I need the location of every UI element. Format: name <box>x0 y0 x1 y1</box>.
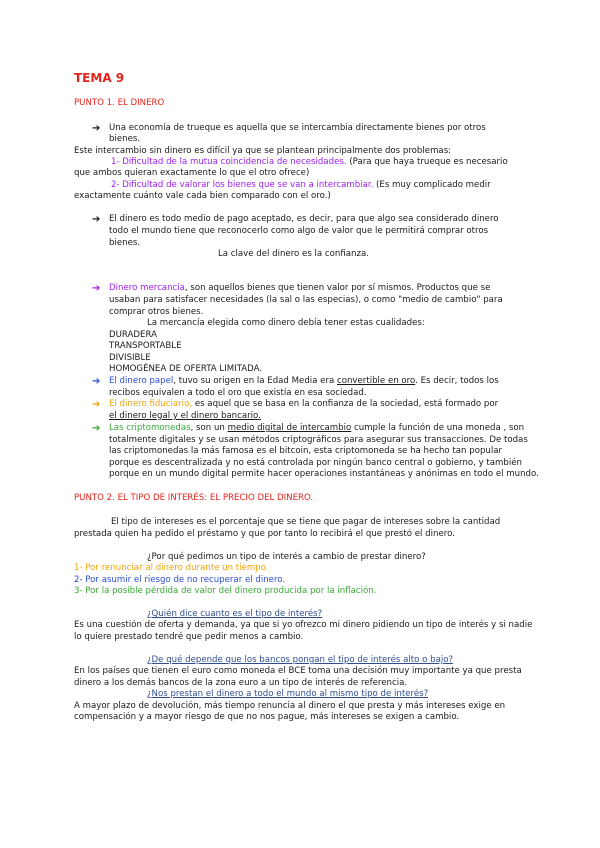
question-3: ¿De qué depende que los bancos pongan el tipo de interés alto o bajo? <box>147 655 454 665</box>
cripto-label: Las criptomonedas <box>109 423 191 433</box>
problem-1-line <box>111 157 508 169</box>
problem-1-label: 1- Dificultad de la mutua coincidencia de necesidades. <box>111 157 347 167</box>
section-heading-punto1: PUNTO 1. EL DINERO <box>74 98 165 108</box>
fiduciario-label: El dinero fiduciario, <box>109 399 193 409</box>
clave-text: La clave del dinero es la confianza. <box>218 249 369 259</box>
papel-mid: , tuvo su origen en la Edad Media era <box>173 376 335 386</box>
answer-2-line-2: lo quiere prestado tendré que pedir menos a cambio. <box>74 632 304 642</box>
reason-2: 2- Por asumir el riesgo de no recuperar el dinero. <box>74 575 286 585</box>
cripto-line-1 <box>109 423 524 435</box>
papel-line-2: recibos equivalen a todo el oro que existía en esa sociedad. <box>109 388 367 398</box>
arrow-icon: ➔ <box>92 123 101 134</box>
answer-4-line-2: compensación y a mayor riesgo de que no nos pague, más intereses se exigen a cambio. <box>74 712 460 722</box>
cualidad-item: DURADERA <box>109 330 157 340</box>
problem-2-line-2: exactamente cuánto vale cada bien comparado con el oro.) <box>74 191 331 201</box>
problem-2-line <box>111 180 491 192</box>
fiduciario-line-1 <box>109 399 498 411</box>
mercancia-line-2: usaban para satisfacer necesidades (la sal o las especias), o como "medio de cambio" para <box>109 295 503 305</box>
cualidades-intro: La mercancía elegida como dinero debía tener estas cualidades: <box>147 318 425 328</box>
mercancia-line-1 <box>109 283 490 295</box>
arrow-icon: ➔ <box>92 399 101 410</box>
answer-3-line-2: dinero a los demás bancos de la zona euro a un tipo de interés de referencia. <box>74 678 408 688</box>
cualidad-item: HOMOGÉNEA DE OFERTA LIMITADA. <box>109 364 263 374</box>
arrow-icon: ➔ <box>92 214 101 225</box>
cripto-underlined: medio digital de intercambio <box>227 423 352 433</box>
reason-3: 3- Por la posible pérdida de valor del dinero producida por la inflación. <box>74 586 377 596</box>
section-heading-punto2: PUNTO 2. EL TIPO DE INTERÉS: EL PRECIO DEL DINERO. <box>74 493 314 503</box>
cripto-line-3: las criptomonedas la más famosa es el bitcoin, esta criptomoneda se ha hecho tan popular <box>109 446 503 456</box>
question-2: ¿Quién dice cuanto es el tipo de interés? <box>147 609 323 619</box>
interes-def-line-1: El tipo de intereses es el porcentaje que se tiene que pagar de intereses sobre la cantidad <box>111 517 501 527</box>
problem-1-rest: (Para que haya trueque es necesario <box>349 157 508 167</box>
cripto-mid: , son un <box>190 423 225 433</box>
reason-1: 1- Por renunciar al dinero durante un tiempo. <box>74 563 269 573</box>
mercancia-rest: , son aquellos bienes que tienen valor por sí mismos. Productos que se <box>184 283 491 293</box>
trueque-line-1: Una economía de trueque es aquella que se intercambia directamente bienes por otros <box>109 123 486 133</box>
cualidad-item: TRANSPORTABLE <box>109 341 182 351</box>
problem-1-line-2: que ambos quieran exactamente lo que el otro ofrece) <box>74 168 310 178</box>
cripto-end: cumple la función de una moneda , son <box>354 423 525 433</box>
cripto-line-5: porque en un mundo digital permite hacer operaciones instantáneas y anónimas en todo el mundo. <box>109 469 539 479</box>
cripto-line-4: porque es descentralizada y no está controlada por ningún banco central o gobierno, y también <box>109 458 523 468</box>
papel-end: . Es decir, todos los <box>415 376 499 386</box>
papel-label: El dinero papel <box>109 376 174 386</box>
question-1: ¿Por qué pedimos un tipo de interés a cambio de prestar dinero? <box>147 552 426 562</box>
intro-text: Este intercambio sin dinero es difícil ya que se plantean principalmente dos problemas: <box>74 146 452 156</box>
problem-2-label: 2- Dificultad de valorar los bienes que se van a intercambiar. <box>111 180 374 190</box>
fiduciario-line-2 <box>109 411 261 423</box>
interes-def-line-2: prestada quien ha pedido el préstamo y que por tanto lo recibirá el que prestó el dinero. <box>74 529 455 539</box>
arrow-icon: ➔ <box>92 423 101 434</box>
arrow-icon: ➔ <box>92 283 101 294</box>
cripto-line-2: totalmente digitales y se usan métodos criptográficos para asegurar sus transacciones. De todas <box>109 435 528 445</box>
fiduciario-underlined: el dinero legal y el dinero bancario. <box>109 411 261 421</box>
fiduciario-rest: es aquel que se basa en la confianza de la sociedad, está formado por <box>194 399 499 409</box>
mercancia-label: Dinero mercancía <box>109 283 185 293</box>
dinero-line-1: El dinero es todo medio de pago aceptado, es decir, para que algo sea considerado dinero <box>109 214 499 224</box>
arrow-icon: ➔ <box>92 376 101 387</box>
answer-4-line-1: A mayor plazo de devolución, más tiempo renuncia al dinero el que presta y más intereses exige en <box>74 701 506 711</box>
problem-2-rest: (Es muy complicado medir <box>376 180 491 190</box>
mercancia-line-3: comprar otros bienes. <box>109 307 204 317</box>
papel-line-1 <box>109 376 499 388</box>
answer-3-line-1: En los países que tienen el euro como moneda el BCE toma una decisión muy importante ya que presta <box>74 666 522 676</box>
cualidad-item: DIVISIBLE <box>109 353 151 363</box>
page-title: TEMA 9 <box>74 71 125 85</box>
papel-underlined: convertible en oro <box>336 376 416 386</box>
question-4: ¿Nos prestan el dinero a todo el mundo al mismo tipo de interés? <box>147 689 429 699</box>
dinero-line-2: todo el mundo tiene que reconocerlo como algo de valor que le permitirá comprar otros <box>109 226 489 236</box>
dinero-line-3: bienes. <box>109 238 141 248</box>
trueque-line-2: bienes. <box>109 134 141 144</box>
answer-2-line-1: Es una cuestión de oferta y demanda, ya que si yo ofrezco mi dinero pidiendo un tipo de interés y si nadie <box>74 620 533 630</box>
